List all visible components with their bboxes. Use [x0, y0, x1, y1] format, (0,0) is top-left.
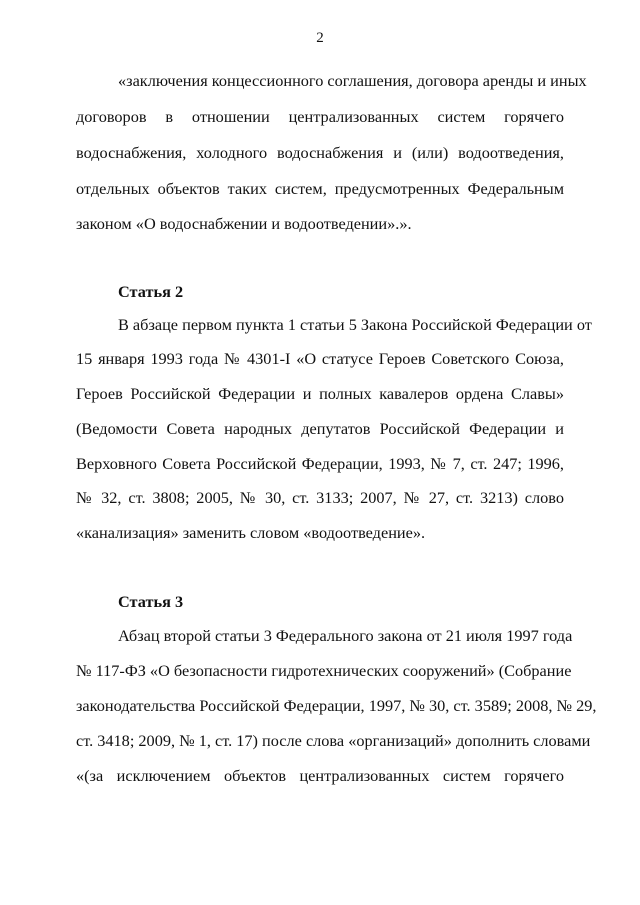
article-2-heading: Статья 2 — [118, 282, 184, 301]
text-line: Абзац второй статьи 3 Федерального закона от 21 июля 1997 года — [118, 626, 573, 645]
text-line: Верховного Совета Российской Федерации, 1993, № 7, ст. 247; 1996, — [76, 454, 564, 473]
text-line: отдельных объектов таких систем, предусмотренных Федеральным — [76, 179, 564, 198]
article-3-heading: Статья 3 — [118, 592, 184, 611]
text-line: договоров в отношении централизованных систем горячего — [76, 107, 564, 126]
text-line: законом «О водоснабжении и водоотведении».». — [76, 214, 412, 233]
text-line: № 117-ФЗ «О безопасности гидротехнических сооружений» (Собрание — [76, 661, 572, 680]
text-line: 15 января 1993 года № 4301-I «О статусе Героев Советского Союза, — [76, 349, 564, 368]
text-line: «(за исключением объектов централизованных систем горячего — [76, 766, 564, 785]
text-line: «канализация» заменить словом «водоотведение». — [76, 523, 426, 542]
text-line: ст. 3418; 2009, № 1, ст. 17) после слова «организаций» дополнить словами — [76, 731, 591, 750]
text-line: законодательства Российской Федерации, 1997, № 30, ст. 3589; 2008, № 29, — [76, 696, 597, 715]
text-line: Героев Российской Федерации и полных кавалеров ордена Славы» — [76, 384, 564, 403]
text-line: № 32, ст. 3808; 2005, № 30, ст. 3133; 2007, № 27, ст. 3213) слово — [76, 488, 564, 507]
text-line: «заключения концессионного соглашения, договора аренды и иных — [118, 71, 587, 90]
text-line: водоснабжения, холодного водоснабжения и (или) водоотведения, — [76, 143, 564, 162]
page-number: 2 — [316, 30, 324, 46]
text-line: (Ведомости Совета народных депутатов Российской Федерации и — [76, 419, 564, 438]
text-line: В абзаце первом пункта 1 статьи 5 Закона Российской Федерации от — [118, 315, 592, 334]
